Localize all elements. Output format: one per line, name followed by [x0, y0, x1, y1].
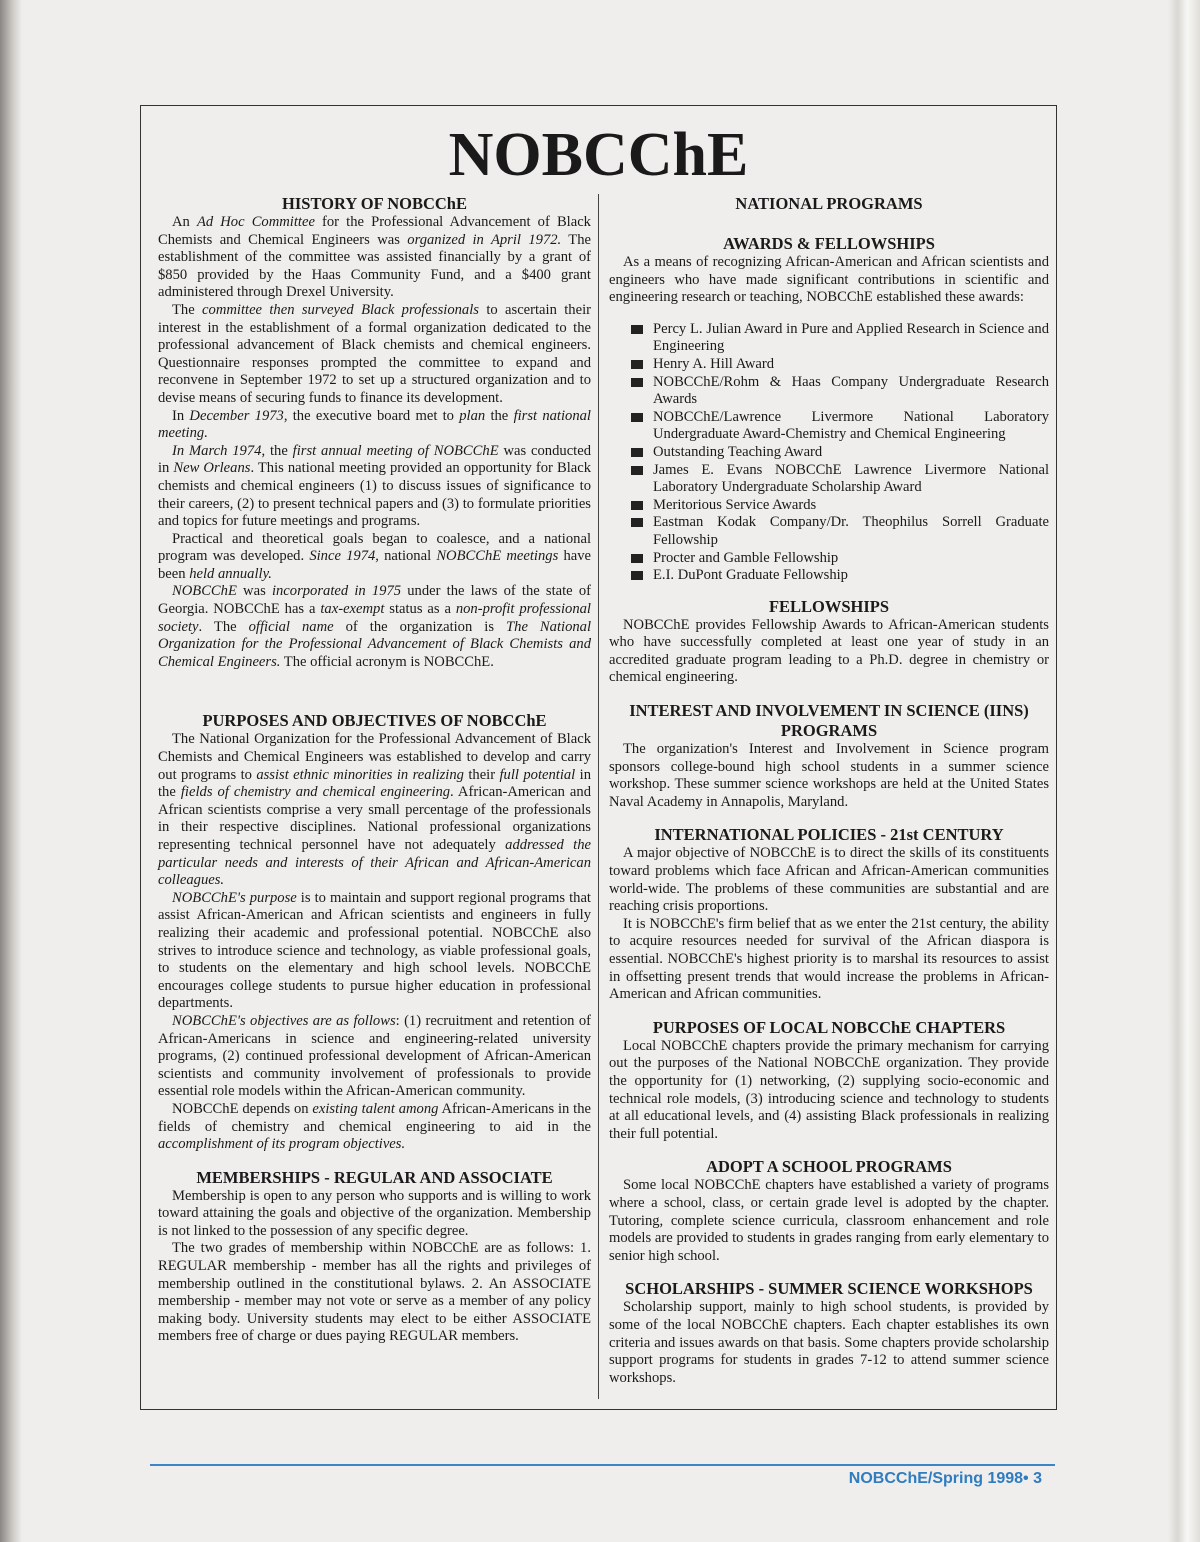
text-run: , national	[375, 548, 437, 565]
italic-run: NOBCChE's purpose	[172, 889, 297, 906]
italic-run: official name	[248, 618, 334, 635]
award-item: NOBCChE/Rohm & Haas Company Undergraduate Research Awards	[633, 374, 1049, 409]
section-heading: SCHOLARSHIPS - SUMMER SCIENCE WORKSHOPS	[625, 1279, 1033, 1299]
text-run: NOBCChE provides Fellowship Awards to African-American students who have successfully completed at least one year of study in an accredited graduate program leading to a Ph.D. degree in chemistry or chemical engineering.	[609, 616, 1049, 686]
paragraph	[158, 583, 591, 671]
section-heading: PURPOSES OF LOCAL NOBCChE CHAPTERS	[652, 1017, 1006, 1037]
paragraph	[609, 1038, 1049, 1144]
paragraph	[609, 1177, 1049, 1265]
national-programs-heading: NATIONAL PROGRAMS	[735, 194, 923, 213]
text-run: for the Professional Advancement of Black Chemists and Chemical Engineers was	[158, 214, 591, 248]
footer-rule	[150, 1464, 1055, 1466]
text-run: . The	[198, 618, 249, 635]
text-run: the	[485, 407, 514, 424]
column-divider	[598, 194, 599, 1399]
italic-run: New Orleans	[173, 460, 251, 477]
award-item: Henry A. Hill Award	[633, 356, 1049, 374]
text-run: to ascertain their interest in the establishment of a formal organization dedicated to the professional advancement of Black chemists and chemical engineers. Questionnaire responses prompted the committee to expand and reconvene in September 1972 to set up a structured organization and to devise means of securing funds to finance its development.	[158, 301, 591, 406]
right-column	[609, 194, 1049, 1401]
italic-run: non-profit professional society	[158, 601, 591, 635]
section	[158, 194, 591, 671]
awards-intro: As a means of recognizing African-American and African scientists and engineers who have made significant contributions in scientific and engineering research or teaching, NOBCChE established these awards:	[609, 254, 1049, 306]
text-run: A major objective of NOBCChE is to direct the skills of its constituents toward problems which face African and African-American communities world-wide. The problems of these communities are substantial and are reaching crisis proportions.	[609, 845, 1049, 915]
text-run: The official acronym is NOBCChE.	[280, 653, 494, 670]
section	[609, 1279, 1049, 1387]
italic-run: NOBCChE	[172, 583, 237, 600]
text-run: The establishment of the committee was assisted financially by a grant of $850 provided by the Haas Community Fund, and a $400 grant administered through Drexel University.	[158, 231, 591, 301]
italic-run: addressed the particular needs and interests of their African and African-American colleagues.	[158, 837, 591, 889]
italic-run: plan	[459, 407, 486, 424]
text-run: The National Organization for the Professional Advancement of Black Chemists and Chemical Engineers was established to develop and carry out programs to	[158, 731, 591, 783]
text-run: Some local NOBCChE chapters have established a variety of programs where a school, class, or certain grade level is adopted by the chapter. Tutoring, complete science curricula, classroom enhancement and role models are provided to students in grades ranging from early elementary to senior high school.	[609, 1177, 1049, 1264]
italic-run: organized in April 1972.	[407, 231, 562, 248]
award-item: Outstanding Teaching Award	[633, 444, 1049, 462]
italic-run: assist ethnic minorities in realizing	[256, 766, 464, 783]
section-heading: INTERNATIONAL POLICIES - 21st CENTURY	[654, 825, 1004, 845]
page-binding-shadow	[0, 0, 22, 1542]
paragraph	[158, 731, 591, 889]
text-run: . This national meeting provided an opportunity for Black chemists and chemical engineers (1) to discuss issues of significance to their careers, (2) to present technical papers and (3) to formulate priorities and topics for future meetings and programs.	[158, 460, 591, 530]
text-run: is to maintain and support regional programs that assist African-American and African scientists and engineers in fully realizing their academic and professional potential. NOBCChE also strives to introduce science and technology, as viable professional goals, to students on the elementary and high school levels. NOBCChE encourages college students to pursue higher education in professional departments.	[158, 889, 591, 1012]
italic-run: Since 1974	[309, 548, 376, 565]
paragraph	[158, 531, 591, 584]
italic-run: December 1973	[189, 407, 284, 424]
section	[609, 1018, 1049, 1144]
paragraph	[158, 1013, 591, 1101]
page-title: NOBCChE	[448, 121, 749, 189]
section-heading: FELLOWSHIPS	[768, 596, 890, 616]
paragraph	[158, 408, 591, 443]
article-frame	[140, 105, 1057, 1410]
paragraph	[609, 916, 1049, 1004]
text-run: : (1) recruitment and retention of African-Americans in science and engineering-related university programs, (2) continued professional development of African-American scientists and community involvement of professionals to provide essential role models within the African-American community.	[158, 1012, 591, 1100]
paragraph	[609, 845, 1049, 915]
text-run: Scholarship support, mainly to high school students, is provided by some of the local NOBCChE chapters. Each chapter establishes its own criteria and issues awards on that basis. Some chapters provide scholarship support programs for students in grades 7-12 to attend summer science workshops.	[609, 1299, 1049, 1386]
italic-run: first annual meeting of NOBCChE	[292, 442, 499, 459]
paragraph	[158, 1101, 591, 1154]
text-run: was conducted in	[158, 442, 592, 477]
paragraph	[609, 741, 1049, 811]
paragraph	[158, 443, 591, 531]
left-column	[158, 194, 591, 1360]
italic-run: existing talent among	[312, 1100, 439, 1117]
award-item: Percy L. Julian Award in Pure and Applied Research in Science and Engineering	[633, 321, 1049, 356]
italic-run: first national meeting.	[158, 407, 591, 442]
text-run: their	[463, 766, 500, 783]
italic-run: NOBCChE meetings	[436, 548, 559, 565]
awards-heading: AWARDS & FELLOWSHIPS	[723, 234, 935, 253]
section-heading: MEMBERSHIPS - REGULAR AND ASSOCIATE	[196, 1167, 553, 1187]
italic-run: Ad Hoc Committee	[196, 214, 315, 230]
italic-run: held annually.	[189, 565, 272, 582]
italic-run: accomplishment of its program objectives.	[158, 1136, 406, 1153]
text-run: It is NOBCChE's firm belief that as we enter the 21st century, the ability to acquire resources needed for survival of the African diaspora is essential. NOBCChE's highest priority is to marshal its resources to assist in offsetting present trends that would increase the problems in African-American and African communities.	[609, 915, 1049, 1003]
right-sections	[609, 597, 1049, 1388]
paragraph	[158, 214, 591, 302]
text-run: , the executive board met to	[283, 407, 460, 424]
award-item: NOBCChE/Lawrence Livermore National Laboratory Undergraduate Award-Chemistry and Chemical Engineering	[633, 409, 1049, 444]
section-heading: ADOPT A SCHOOL PROGRAMS	[706, 1157, 952, 1177]
text-run: have been	[158, 548, 591, 582]
text-run: status as a	[384, 601, 456, 618]
text-run: Membership is open to any person who supports and is willing to work toward attaining the goals and objective of the organization. Membership is not linked to the possession of any specific degree.	[158, 1187, 591, 1239]
section	[158, 1168, 591, 1346]
paragraph	[158, 890, 591, 1013]
section	[609, 1157, 1049, 1265]
text-run: , the	[261, 442, 293, 459]
section-heading: HISTORY OF NOBCChE	[282, 194, 467, 213]
text-run: In	[172, 407, 190, 424]
italic-run: The National Organization for the Professional Advancement of Black Chemists and Chemical Engineers.	[158, 618, 592, 670]
italic-run: fields of chemistry and chemical engineering	[180, 784, 451, 801]
italic-run: tax-exempt	[320, 601, 385, 618]
text-run: NOBCChE depends on	[172, 1100, 313, 1117]
text-run: Practical and theoretical goals began to coalesce, and a national program was developed.	[158, 530, 591, 565]
text-run: An	[172, 214, 197, 230]
italic-run: incorporated in 1975	[271, 583, 402, 600]
text-run: . African-American and African scientists comprise a very small percentage of the professionals in their respective disciplines. National professional organizations representing technical personnel have not adequately	[158, 784, 591, 853]
award-item: E.I. DuPont Graduate Fellowship	[633, 567, 1049, 585]
paragraph	[158, 1188, 591, 1241]
text-run: was	[236, 583, 272, 600]
award-item: James E. Evans NOBCChE Lawrence Livermore National Laboratory Undergraduate Scholarship Award	[633, 462, 1049, 497]
text-run: in the	[158, 766, 591, 801]
paragraph	[158, 1240, 591, 1346]
paragraph	[609, 1299, 1049, 1387]
section	[609, 825, 1049, 1003]
text-run: The two grades of membership within NOBCChE are as follows: 1. REGULAR membership - member has all the rights and privileges of membership outlined in the constitutional bylaws. 2. An ASSOCIATE membership - member may not vote or serve as a member of any policy making body. University students may elect to be either ASSOCIATE members free of charge or dues paying REGULAR members.	[158, 1240, 591, 1345]
paragraph	[609, 617, 1049, 687]
award-item: Eastman Kodak Company/Dr. Theophilus Sorrell Graduate Fellowship	[633, 514, 1049, 549]
paragraph	[158, 302, 591, 408]
text-run: under the laws of the state of Georgia. NOBCChE has a	[158, 583, 591, 618]
text-run: Local NOBCChE chapters provide the primary mechanism for carrying out the purposes of the National NOBCChE organization. They provide the opportunity for (1) networking, (2) supplying socio-economic and technical role models, (3) introducing science and technology to students at all educational levels, and (4) assisting Black professionals in realizing their full potential.	[609, 1037, 1049, 1142]
italic-run: committee then surveyed Black professionals	[202, 301, 479, 318]
section	[158, 711, 591, 1153]
italic-run: NOBCChE's objectives are as follows	[172, 1012, 396, 1029]
italic-run: In March 1974	[172, 442, 262, 459]
text-run: The	[172, 301, 203, 318]
section-heading: INTEREST AND INVOLVEMENT IN SCIENCE (IINS) PROGRAMS	[629, 701, 1029, 741]
awards-list	[609, 321, 1049, 585]
page-footer: NOBCChE/Spring 1998• 3	[848, 1470, 1042, 1487]
section	[609, 597, 1049, 687]
text-run: of the organization is	[333, 618, 507, 635]
award-item: Procter and Gamble Fellowship	[633, 550, 1049, 568]
italic-run: full potential	[499, 766, 576, 783]
award-item: Meritorious Service Awards	[633, 497, 1049, 515]
section-heading: PURPOSES AND OBJECTIVES OF NOBCChE	[202, 711, 547, 731]
text-run: The organization's Interest and Involvement in Science program sponsors college-bound high school students in a summer science workshop. These summer science workshops are held at the United States Naval Academy in Annapolis, Maryland.	[609, 741, 1049, 810]
section	[609, 701, 1049, 811]
text-run: African-Americans in the fields of chemistry and chemical engineering to aid in the	[158, 1100, 591, 1135]
page-edge	[1168, 0, 1200, 1542]
